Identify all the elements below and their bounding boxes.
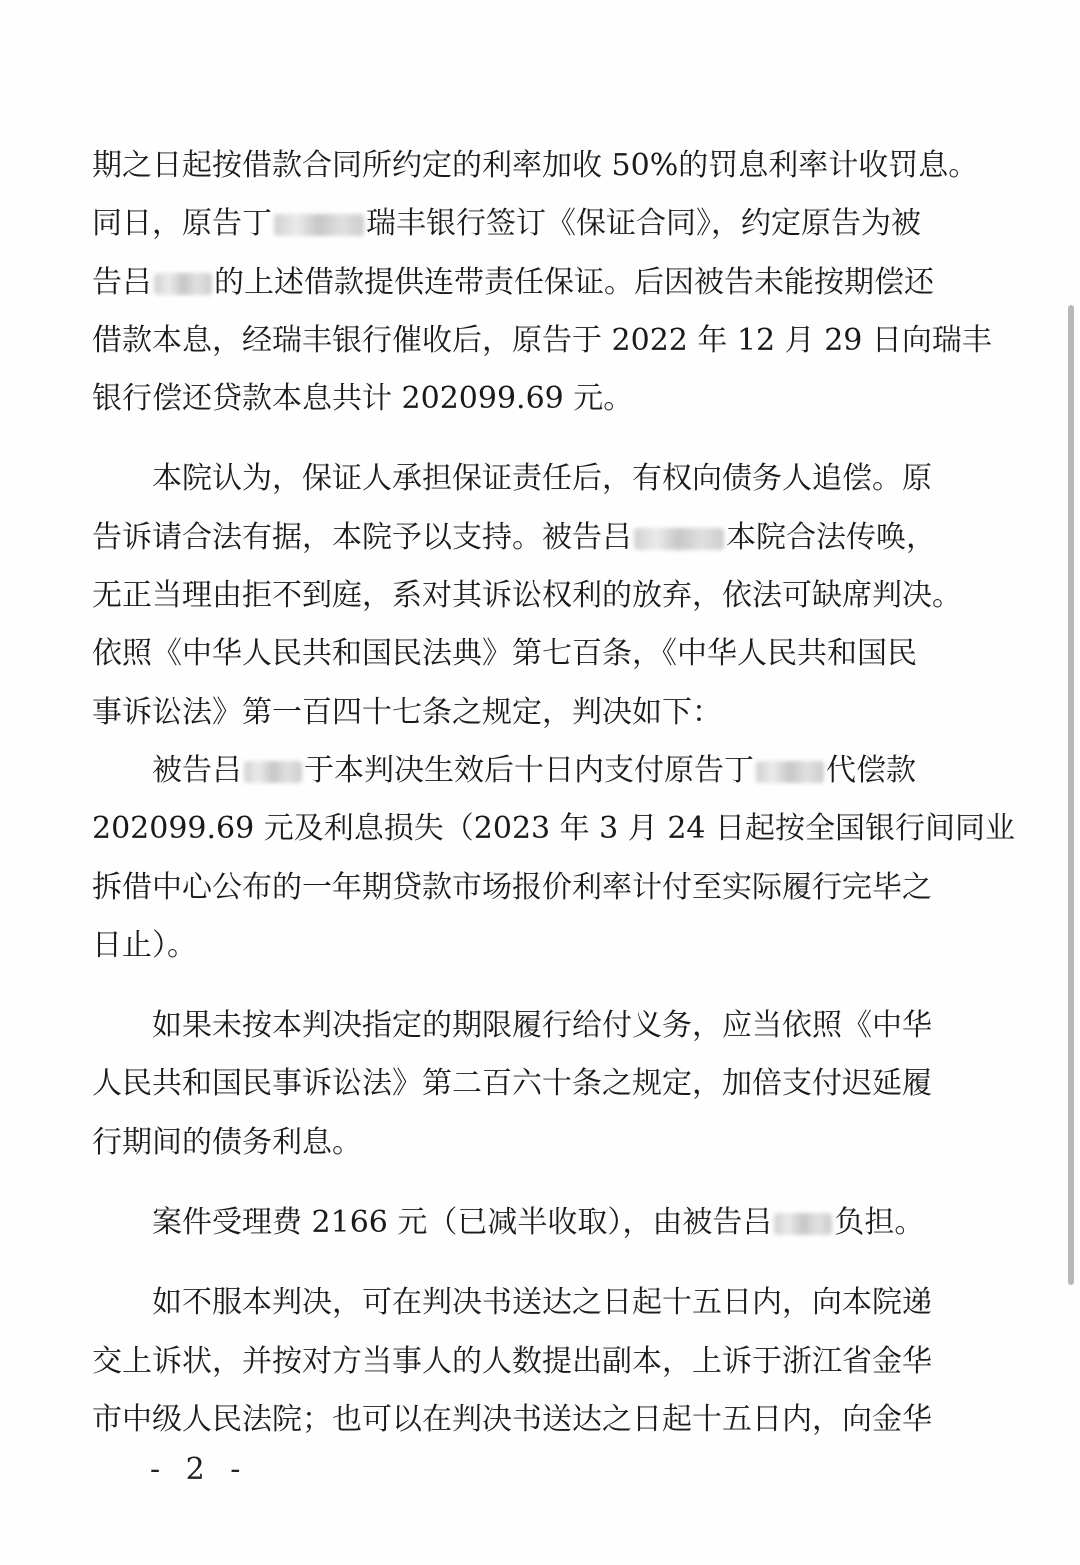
paragraph-gap [92,1252,1012,1274]
text-line: 银行偿还贷款本息共计 202099.69 元。 [92,381,634,417]
redacted-name [154,273,212,295]
text-line: 告吕 的上述借款提供连带责任保证。后因被告未能按期偿还 [92,264,934,300]
text-line: 人民共和国民事诉讼法》第二百六十条之规定，加倍支付迟延履 [92,1066,932,1102]
text-line: 无正当理由拒不到庭，系对其诉讼权利的放弃，依法可缺席判决。 [92,578,962,614]
text-line: 案件受理费 2166 元（已减半收取），由被告吕 负担。 [92,1205,925,1241]
text-line: 交上诉状，并按对方当事人的人数提出副本，上诉于浙江省金华 [92,1343,932,1379]
redacted-name [244,761,302,783]
text-line: 同日，原告丁 瑞丰银行签订《保证合同》，约定原告为被 [92,206,921,242]
vertical-scrollbar[interactable] [1068,305,1074,1285]
text-line: 行期间的债务利息。 [92,1124,362,1160]
paragraph-gap [92,975,1012,997]
text-line: 市中级人民法院；也可以在判决书送达之日起十五日内，向金华 [92,1401,932,1437]
text-line: 日止）。 [92,927,197,963]
text-line: 借款本息，经瑞丰银行催收后，原告于 2022 年 12 月 29 日向瑞丰 [92,322,992,358]
text-line: 事诉讼法》第一百四十七条之规定，判决如下： [92,694,722,730]
paragraph-gap [92,428,1012,450]
text-line: 如不服本判决，可在判决书送达之日起十五日内，向本院递 [92,1285,932,1321]
redacted-name [274,214,364,236]
text-line: 本院认为，保证人承担保证责任后，有权向债务人追偿。原 [92,461,932,497]
text-line: 告诉请合法有据，本院予以支持。被告吕 本院合法传唤， [92,519,936,555]
redacted-name [634,528,724,550]
text-line: 依照《中华人民共和国民法典》第七百条，《中华人民共和国民 [92,636,917,672]
redacted-name [774,1213,832,1235]
text-line: 拆借中心公布的一年期贷款市场报价利率计付至实际履行完毕之 [92,869,932,905]
text-line: 202099.69 元及利息损失（2023 年 3 月 24 日起按全国银行间同业 [92,811,1016,847]
redacted-name [756,761,824,783]
judgment-text [92,137,1016,1449]
text-line: 期之日起按借款合同所约定的利率加收 50%的罚息利率计收罚息。 [92,148,979,183]
paragraph-gap [92,1172,1012,1194]
text-line: 如果未按本判决指定的期限履行给付义务，应当依照《中华 [92,1008,932,1044]
text-line: 被告吕 于本判决生效后十日内支付原告丁 代偿款 [92,752,916,788]
page-number: - 2 - [150,1452,249,1487]
